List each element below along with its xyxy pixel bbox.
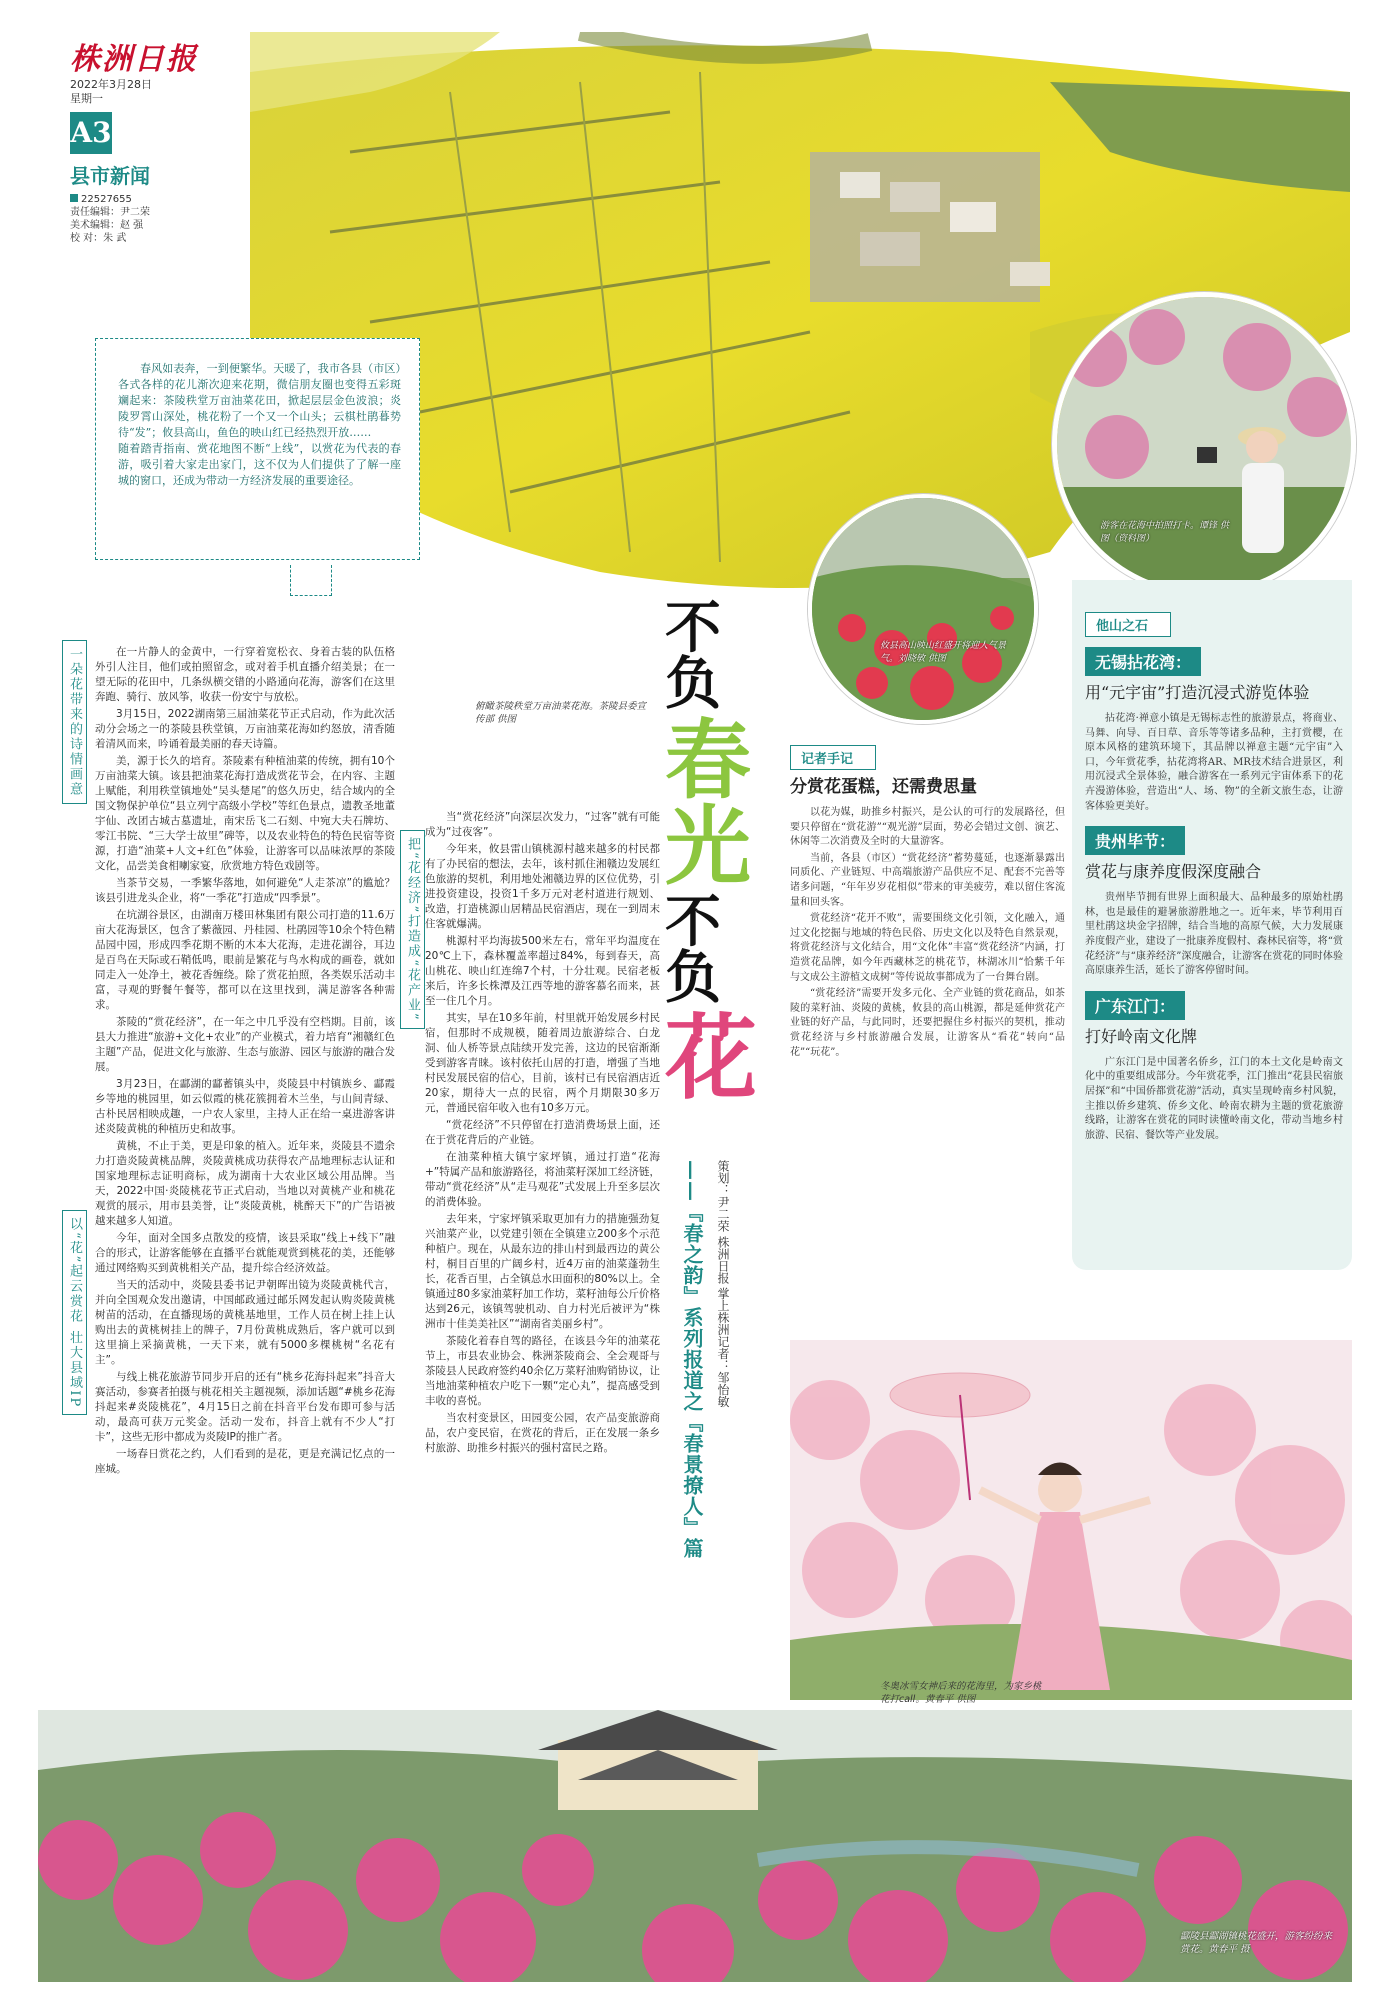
intro-box-tab [290,565,332,596]
reporter-notes [790,745,1065,1285]
page-number: A3 [70,112,112,154]
place-3-text: 广东江门是中国著名侨乡，江门的本土文化是岭南文化中的重要组成部分。今年赏花季，江门推出“花县民宿旅居探”和“中国侨都赏花游”活动，真实呈现岭南乡村风貌，主推以侨乡建筑、侨乡文化、岭南农耕为主题的赏花旅游线路，让游客在赏花的同时读懂岭南文化，带动当地乡村旅游、民宿、餐饮等产业发展。 [1085,1056,1343,1141]
place-2-name: 贵州毕节： [1085,826,1185,855]
place-1-title: 用“元宇宙”打造沉浸式游览体验 [1085,683,1310,702]
peach-valley-illustration [38,1710,1352,1982]
paragraph: 去年来，宁家坪镇采取更加有力的措施强劲复兴油菜产业，以党建引领在全镇建立200多个示范种植户。现在，从最东边的排山村到最西边的黄公村，桐目百里的广阔乡村，近4万亩的油菜蓬勃生长，花香百里，占全镇总水田面积的80%以上。全镇通过80多家油菜籽加工作坊，菜籽油每公斤价格达到26元，该镇驾驶机动、自力村光后被评为“株洲市十佳美美社区”“湖南省美丽乡村”。 [425,1213,660,1330]
headline-char-4: 光 [665,796,751,897]
notes-paragraph: 以花为媒，助推乡村振兴，是公认的可行的发展路径，但要只停留在“赏花游”“观光游”层面，势必会错过文创、演艺、休闲等二次消费及全时的大量游客。 [790,807,1065,848]
column-label-3: 以“花”起云赏花 壮大县域IP [62,1210,87,1415]
peach-blossom-girl-illustration [790,1340,1352,1700]
azalea-illustration [812,498,1034,720]
intro-box [95,338,420,560]
headline-char-6: 负 [665,945,721,1011]
place-3-name: 广东江门： [1085,991,1185,1020]
place-3-title: 打好岭南文化牌 [1085,1026,1198,1046]
headline-char-1: 不 [665,595,721,661]
article-column-2 [425,810,660,1500]
paragraph: 在一片静人的金黄中，一行穿着宽松衣、身着古装的队伍格外引人注目，他们或拍照留念，或对着手机直播介绍美景；在一望无际的花田中，几条纵横交错的小路通向花海，游客们在这里奔跑、骑行、放风筝，收获一份安宁与放松。 [95,646,395,703]
art-editor-credit: 美术编辑：赵 强 [70,220,144,231]
column-label-1: 一朵花带来的诗情画意 [62,640,87,804]
paragraph: “赏花经济”不只停留在打造消费场景上面，还在于赏花背后的产业链。 [425,1119,660,1146]
paragraph: 3月23日，在酃湖的酃蓄镇头中，炎陵县中村镇族乡、酃霞乡等地的桃园里，如云似霞的桃花簇拥着木兰坐，与山间青绿、古朴民居相映成趣，一户农人家里，主持人正在给一桌进游客讲述炎陵黄桃的种植历史和故事。 [95,1078,395,1135]
notes-tag: 记者手记 [790,745,876,770]
other-places [1085,612,1343,1262]
paragraph: 其实，早在10多年前，村里就开始发展乡村民宿，但那时不成规模，随着周边旅游综合、白龙洞、仙人桥等景点陆续开发完善，这边的民宿渐渐受到游客青睐。该村依托山居的打造，增强了当地村民发展民宿的信心，目前，该村已有民宿酒店近20家，期待大一点的民宿，两个月期限30多万元，普通民宿年收入也有10多万元。 [425,1012,660,1114]
tourist-illustration [1057,297,1351,591]
notes-title: 分赏花蛋糕，还需费思量 [790,777,977,797]
newspaper-title: 株洲日报 [70,42,198,77]
intro-text: 春风如表奔，一到便繁华。天暖了，我市各县（市区）各式各样的花儿渐次迎来花期，微信朋友圈也变得五彩斑斓起来：茶陵秩堂万亩油菜花田，掀起层层金色波浪；炎陵罗霄山深处，桃花粉了一个又一个山头；云棋杜鹃暮势待“发”；攸县高山，鱼色的映山红已经热烈开放…… 随着踏青指南、赏花地图不断“上线”，以赏花为代表的春游，吸引着大家走出家门，这不仅为人们提供了了解一座城的窗口，还成为带动一方经济发展的重要途径。 [118,362,401,487]
paragraph: 今年，面对全国多点散发的疫情，该县采取“线上+线下”融合的形式，让游客能够在直播平台就能观赏到桃花的美，还能够通过网络购买到黄桃相关产品，提升综合经济效益。 [95,1232,395,1274]
azalea-caption: 攸县高山映山红盛开将迎人气景气。刘晓敏 供图 [880,641,1007,664]
paragraph: 在坑湖谷景区，由湖南万楼田林集团有限公司打造的11.6万亩大花海景区，包含了紫薇园、丹桂园、杜鹃园等10余个特色精品园中园，形成四季花期不断的木本大花海，走进花湖谷，耳边是百鸟在天际或石鞘低鸣，眼前是繁花与鸟水构成的画卷，就如同走入一处净土，被花香缠绕。除了赏花拍照，各类娱乐活动丰富，寻观的野餐午餐等，都可以在这里找到，满足游客各种需求。 [95,909,395,1011]
paragraph: 今年来，攸县雷山镇桃源村越来越多的村民都有了办民宿的想法，去年，该村抓住湘赣边发展红色旅游的契机，利用地处湘赣边界的区位优势，引进投资建设，投资1千多万元对老村道进行规划、改造，打造桃源山居精品民宿酒店，现在一到周末住客就爆满。 [425,843,660,930]
headline-char-2: 负 [665,651,721,717]
headline-char-7: 花 [665,1004,758,1112]
paragraph: 在油菜种植大镇宁家坪镇，通过打造“花海+”特属产品和旅游路径，将油菜籽深加工经济链，带动“赏花经济”从“走马观花”式发展上升至多层次的消费体验。 [425,1151,660,1208]
paragraph: 当茶节交易，一季繁华落地，如何避免“人走茶凉”的尴尬？该县引进龙头企业，将“一季花”打造成“四季景”。 [95,877,395,904]
paragraph: 美，源于长久的培育。茶陵素有种植油菜的传统，拥有10个万亩油菜大镇。该县把油菜花海打造成赏花节会，在内容、主题上赋能，利用秩堂镇地处“吴头楚尾”的悠久历史，结合域内的全国文物保护单位“县立列宁高级小学校”等红色景点，遗教圣地董宇仙、改团古城古墓遗址，南宋岳飞二石刻、中宛大夫石牌坊、零江书院、“三大学士故里”碑等，以及农业特色的特色民宿等资源，打造“油菜+人文+红色”体验，让游客可以品味浓厚的茶陵文化，品尝美食相喇家宴，欣赏地方特色戏剧等。 [95,755,395,872]
issue-weekday: 星期一 [70,92,103,105]
place-2-title: 赏花与康养度假深度融合 [1085,862,1262,882]
place-2-text: 贵州毕节拥有世界上面积最大、品种最多的原始杜鹃林，也是最佳的避暑旅游胜地之一。近年来，毕节利用百里杜鹃这块金字招牌，结合当地的高原气候，大力发展康养度假产业，建设了一批康养度假村、森林民宿等，将“赏花经济”与“康养经济”深度融合，让游客在赏花的同时体验高原康养生活，延长了游客停留时间。 [1085,892,1343,977]
rapeseed-caption: 俯瞰茶陵秩堂万亩油菜花海。茶陵县委宣传部 供图 [475,701,647,725]
proofreader-credit: 校 对：朱 武 [70,233,127,244]
hotline: 22527655 [81,194,132,205]
tourist-photo [1052,292,1356,596]
issue-date: 2022年3月28日 [70,78,152,91]
notes-paragraph: “赏花经济”需要开发多元化、全产业链的赏花商品，如茶陵的菜籽油、炎陵的黄桃，攸县的高山桃源，都是延伸赏花产业链的好产品，与此同时，还要把握住乡村振兴的契机，推动赏花经济与乡村旅游融合发展，让游客从“看花”转向“品花”“玩花”。 [790,988,1065,1058]
peach-valley-caption: 酃陵县酃湖镇桃花盛开，游客纷纷来赏花。黄春平 摄 [1180,1931,1333,1955]
headline [665,595,765,1112]
azalea-photo [808,494,1038,724]
column-label-2: 把“花经济”打造成“花产业” [400,830,425,1029]
editor-credit: 责任编辑：尹二荣 [70,207,150,218]
place-1-text: 拈花湾·禅意小镇是无锡标志性的旅游景点，将商业、马舞、向导、百日草、音乐等等诸多品种，主打赏樱，在原本风格的建筑环境下，其品牌以禅意主题“元宇宙”入口，今年赏花季，拈花湾将AR、MR技术结合进景区，利用沉浸式全景体验，融合游客在一系列元宇宙体系下的花卉漫游体验，营造出“人、场、物”的全新文旅生态，让游客体验更美好。 [1085,713,1343,812]
peach-valley-photo [38,1710,1352,1982]
notes-paragraph: 赏花经济“花开不败”，需要围绕文化引领，文化融入，通过文化挖掘与地域的特色民俗、历史文化以及特色自然景观，将赏花经济与文化结合，用“文化体”丰富“赏花经济”内涵，打造赏花品牌，如今年西藏林芝的桃花节，林湖冰川“恰紫千年与文成公主游植文成树”等传说故事都成为了一台舞台剧。 [790,913,1065,983]
paragraph: 3月15日，2022湖南第三届油菜花节正式启动，作为此次活动分会场之一的茶陵县秩堂镇，万亩油菜花海如约怒放，清香随着清风而来，吟诵着最美丽的春天诗篇。 [95,708,395,750]
byline: 策划：尹二荣 株洲日报 掌上株洲记者：邹怡敏 [716,1160,730,1408]
paragraph: 桃源村平均海拔500米左右，常年平均温度在20℃上下，森林覆盖率超过84%，每到春天，高山桃花、映山红连绵7个村，十分壮观。民宿老板来后，许多长株潭及江西等地的游客慕名而来，甚至一住几个月。 [425,935,660,1007]
peach-girl-caption: 冬奥冰雪女神后来的花海里，为家乡桃花打call。黄春平 供图 [880,1681,1042,1705]
place-1-name: 无锡拈花湾： [1085,647,1201,676]
paragraph: 茶陵的“赏花经济”，在一年之中几乎没有空档期。目前，该县大力推进“旅游+文化+农业”的产业模式，着力培育“湘赣红色主题”产品，促进文化与旅游、生态与旅游、园区与旅游的融合发展。 [95,1016,395,1073]
series-title: ——『春之韵』系列报道之『春景撩人』篇 [680,1160,704,1559]
other-places-tag: 他山之石 [1085,612,1171,637]
headline-char-3: 春 [665,710,751,811]
tourist-caption: 游客在花海中拍照打卡。谭锋 供图（资料图） [1100,521,1229,544]
paragraph: 当农村变景区，田园变公园，农产品变旅游商品，农户变民宿，在赏花的背后，正在发展一条乡村旅游、助推乡村振兴的强村富民之路。 [425,1412,660,1454]
paragraph: 一场春日赏花之约，人们看到的是花，更是充满记忆点的一座城。 [95,1448,395,1475]
notes-paragraph: 当前，各县（市区）“赏花经济”蓄势蔓延，也逐渐暴露出同质化、产业链短、中高端旅游产品供应不足、配套不完善等诸多问题，“年年岁岁花相似”带来的审美疲劳，难以留住客流量和回头客。 [790,852,1065,908]
paragraph: 茶陵化着春自驾的路径，在该县今年的油菜花节上，市县农业协会、株洲茶陵商会、全会观哥与茶陵县人民政府签约40余亿万菜籽油购销协议，让当地油菜种植农户吃下一颗“定心丸”，提高感受到丰收的喜悦。 [425,1335,660,1407]
masthead [70,34,210,244]
phone-icon [70,194,78,202]
paragraph: 当天的活动中，炎陵县委书记尹朝晖出镜为炎陵黄桃代言，并向全国观众发出邀请，中国邮政通过邮乐网发起认购炎陵黄桃树苗的活动，在直播现场的黄桃基地里，工作人员在树上挂上认购出去的黄桃树挂上的牌子，7月份黄桃成熟后，客户就可以到这里摘上采摘黄桃，一天下来，就有5000多棵桃树“名花有主”。 [95,1279,395,1366]
article-column-1 [95,645,395,1725]
peach-blossom-girl-photo [790,1340,1352,1700]
paragraph: 黄桃，不止于美，更是印象的植入。近年来，炎陵县不遗余力打造炎陵黄桃品牌，炎陵黄桃成功获得农产品地理标志认证和国家地理标志证明商标，成为湖南十大农业区域公用品牌。当天，2022中国·炎陵桃花节正式启动，当地以对黄桃产业和桃花观赏的展示，用市县美誉，让“炎陵黄桃，桃醉天下”的广告语被越来越多人知道。 [95,1140,395,1227]
headline-char-5: 不 [665,889,721,955]
paragraph: 与线上桃花旅游节同步开启的还有“桃乡花海抖起来”抖音大赛活动，参赛者拍摄与桃花相关主题视频，添加话题“#桃乡花海抖起来#炎陵桃花”，4月15日之前在抖音平台发布即可参与活动，最高可获万元奖金。活动一发布，抖音上就有不少人“打卡”，这些无形中都成为炎陵IP的推广者。 [95,1371,395,1443]
paragraph: 当“赏花经济”向深层次发力，“过客”就有可能成为“过夜客”。 [425,811,660,838]
section-title: 县市新闻 [70,164,150,188]
